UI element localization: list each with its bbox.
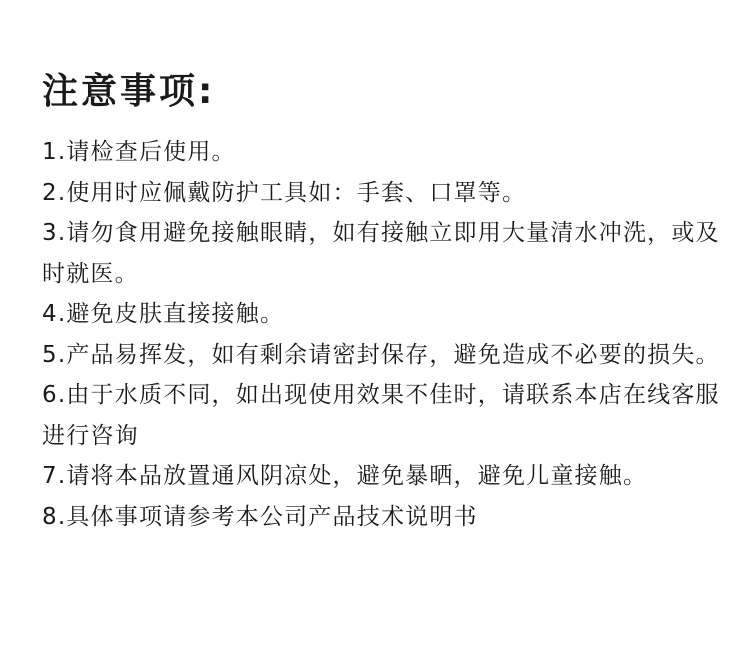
notice-list	[42, 132, 722, 537]
notice-title: 注意事项:	[42, 71, 216, 112]
notice-item-2: 2.使用时应佩戴防护工具如：手套、口罩等。	[42, 179, 527, 206]
notice-item-4: 4.避免皮肤直接接触。	[42, 301, 285, 327]
notice-item-5: 5.产品易挥发，如有剩余请密封保存，避免造成不必要的损失。	[42, 341, 720, 368]
notice-item-1: 1.请检查后使用。	[42, 139, 236, 165]
notice-item-8: 8.具体事项请参考本公司产品技术说明书	[42, 503, 478, 530]
notice-section	[42, 66, 722, 537]
notice-item-7: 7.请将本品放置通风阴凉处，避免暴晒，避免儿童接触。	[42, 463, 648, 489]
notice-item-3: 3.请勿食用避免接触眼睛，如有接触立即用大量清水冲洗，或及时就医。	[42, 220, 720, 287]
notice-item-6: 6.由于水质不同，如出现使用效果不佳时，请联系本店在线客服进行咨询	[42, 382, 720, 449]
